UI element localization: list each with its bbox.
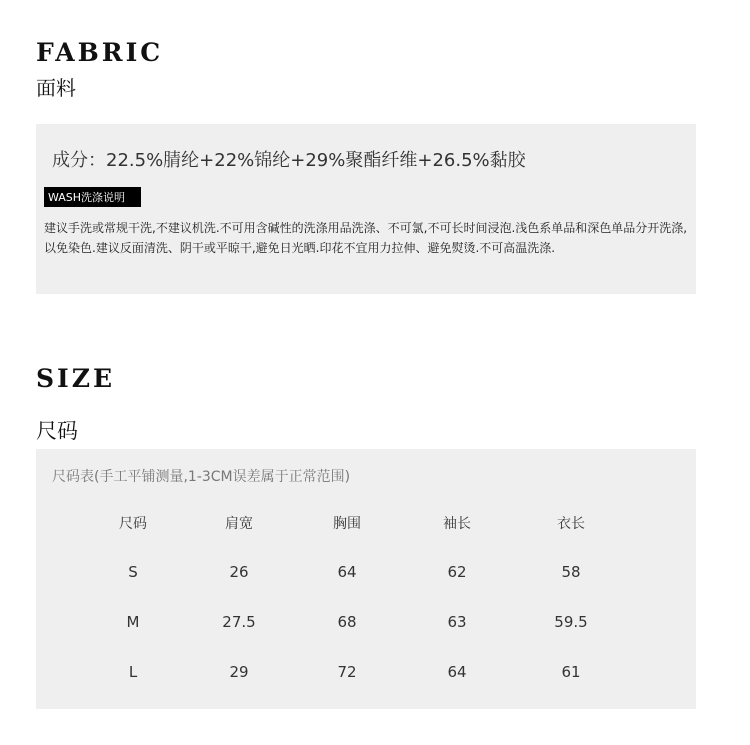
column-header-chest: 胸围 [333, 516, 361, 532]
fabric-panel [36, 124, 696, 294]
table-cell: 72 [337, 663, 357, 681]
table-cell: S [128, 563, 138, 581]
table-row [36, 655, 696, 705]
table-cell: M [126, 613, 140, 631]
table-cell: 63 [447, 613, 467, 631]
fabric-composition: 成分：22.5%腈纶+22%锦纶+29%聚酯纤维+26.5%黏胶 [52, 150, 526, 171]
table-cell: 58 [561, 563, 581, 581]
table-cell: 64 [447, 663, 467, 681]
table-cell: 59.5 [554, 613, 588, 631]
table-row [36, 555, 696, 605]
table-row [36, 605, 696, 655]
table-cell: 64 [337, 563, 357, 581]
size-chart-panel [36, 449, 696, 709]
table-cell: 26 [229, 563, 249, 581]
size-table-header [36, 505, 696, 555]
column-header-sleeve: 袖长 [443, 516, 471, 532]
table-cell: 29 [229, 663, 249, 681]
care-instructions-text: 建议手洗或常规干洗,不建议机洗.不可用含碱性的洗涤用品洗涤、不可氯,不可长时间浸泡.浅色系单品和深色单品分开洗涤,以免染色.建议反面清洗、阴干或平晾干,避免日光晒.印花不宜用力拉伸、避免熨烫.不可高温洗涤. [44, 221, 688, 255]
table-cell: 62 [447, 563, 467, 581]
size-heading-en: SIZE [36, 364, 116, 393]
column-header-size: 尺码 [119, 516, 147, 532]
table-cell: 68 [337, 613, 357, 631]
wash-instructions-label: WASH洗涤说明 [44, 187, 141, 207]
size-table [36, 505, 696, 705]
fabric-heading-en: FABRIC [36, 38, 164, 67]
table-cell: 27.5 [222, 613, 256, 631]
fabric-heading-cn: 面料 [36, 76, 76, 100]
table-cell: L [128, 663, 138, 681]
column-header-length: 衣长 [557, 516, 585, 532]
table-cell: 61 [561, 663, 581, 681]
size-chart-caption: 尺码表(手工平铺测量,1-3CM误差属于正常范围) [52, 469, 351, 485]
size-heading-cn: 尺码 [36, 419, 78, 443]
column-header-shoulder: 肩宽 [225, 516, 253, 532]
